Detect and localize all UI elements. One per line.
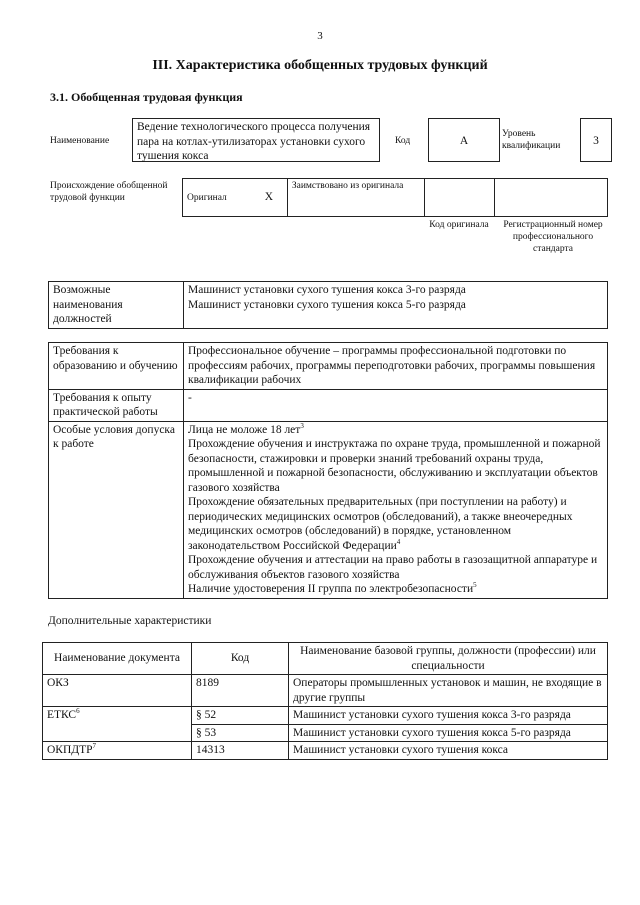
education-label: Требования к образованию и обучению [49,343,184,390]
code-original-cell [424,179,495,217]
positions-label: Возможные наименования должностей [49,282,184,329]
footnote-ref: 4 [396,537,401,546]
origin-label: Происхождение обобщенной трудовой функции [50,181,168,203]
doc-code: § 53 [192,724,289,742]
table-row [43,742,608,760]
table-row [43,707,608,725]
reg-number-caption: Регистрационный номер профессионального стандарта [503,220,603,254]
doc-title: Машинист установки сухого тушения кокса 3-го разряда [289,707,608,725]
doc-code: 14313 [192,742,289,760]
header-code: Код [192,643,289,675]
doc-code: § 52 [192,707,289,725]
experience-label: Требования к опыту практической работы [49,389,184,421]
original-label: Оригинал [183,179,251,217]
condition-line: Прохождение обучения и аттестации на право работы в газозащитной аппаратуре и обслуживания объектов газового хозяйства [188,554,598,581]
code-original-caption: Код оригинала [429,220,489,230]
doc-name: ОКЗ [47,677,69,689]
doc-title: Операторы промышленных установок и машин, не входящие в другие группы [289,675,608,707]
function-code-value: А [428,118,500,162]
additional-table [42,642,608,760]
section-title: III. Характеристика обобщенных трудовых функций [152,58,488,73]
doc-code: 8189 [192,675,289,707]
condition-line: Лица не моложе 18 лет [188,423,301,436]
header-doc: Наименование документа [43,643,192,675]
positions-table [48,281,608,329]
doc-title: Машинист установки сухого тушения кокса [289,742,608,760]
origin-table [182,178,608,217]
header-name: Наименование базовой группы, должности (профессии) или специальности [289,643,608,675]
condition-line: Прохождение обязательных предварительных (при поступлении на работу) и периодических медицинских осмотров (обследований), а также внеочередных медицинских осмотров (обследований) в порядке, установленном законодательством Российской Федерации [188,496,573,552]
table-row [49,343,608,390]
position-item: Машинист установки сухого тушения кокса 5-го разряда [188,298,466,311]
doc-title: Машинист установки сухого тушения кокса 5-го разряда [289,724,608,742]
table-row [49,389,608,421]
additional-title: Дополнительные характеристики [48,615,212,627]
education-value: Профессиональное обучение – программы профессиональной подготовки по профессиям рабочих, программы переподготовки рабочих, программы повышения квалификации рабочих [184,343,608,390]
level-value: 3 [580,118,612,162]
experience-value: - [184,389,608,421]
footnote-ref: 6 [76,707,80,716]
condition-line: Наличие удостоверения II группа по электробезопасности [188,583,474,595]
footnote-ref: 7 [92,742,97,751]
code-label: Код [395,136,411,146]
doc-name: ЕТКС [47,709,77,721]
page-number: 3 [317,30,323,42]
table-header-row [43,643,608,675]
requirements-table [48,342,608,599]
position-item: Машинист установки сухого тушения кокса 3-го разряда [188,284,466,296]
name-label: Наименование [50,136,110,146]
subsection-title: 3.1. Обобщенная трудовая функция [50,90,243,104]
table-row [49,421,608,598]
doc-name: ОКПДТР [47,744,93,756]
footnote-ref: 5 [473,581,477,590]
footnote-ref: 3 [300,421,304,430]
table-row [43,675,608,707]
borrowed-label: Заимствовано из оригинала [287,179,424,217]
original-mark: X [251,179,287,217]
reg-number-cell [495,179,608,217]
special-conditions-label: Особые условия допуска к работе [49,421,184,598]
function-name-value: Ведение технологического процесса получения пара на котлах-утилизаторах установки сухого тушения кокса [132,118,380,162]
level-label: Уровень квалификации [502,129,561,151]
condition-line: Прохождение обучения и инструктажа по охране труда, промышленной и пожарной безопасности, стажировки и проверки знаний требований охраны труда, промышленной и пожарной безопасности, обслуживанию и эксплуатации объектов газового хозяйства [188,438,601,494]
